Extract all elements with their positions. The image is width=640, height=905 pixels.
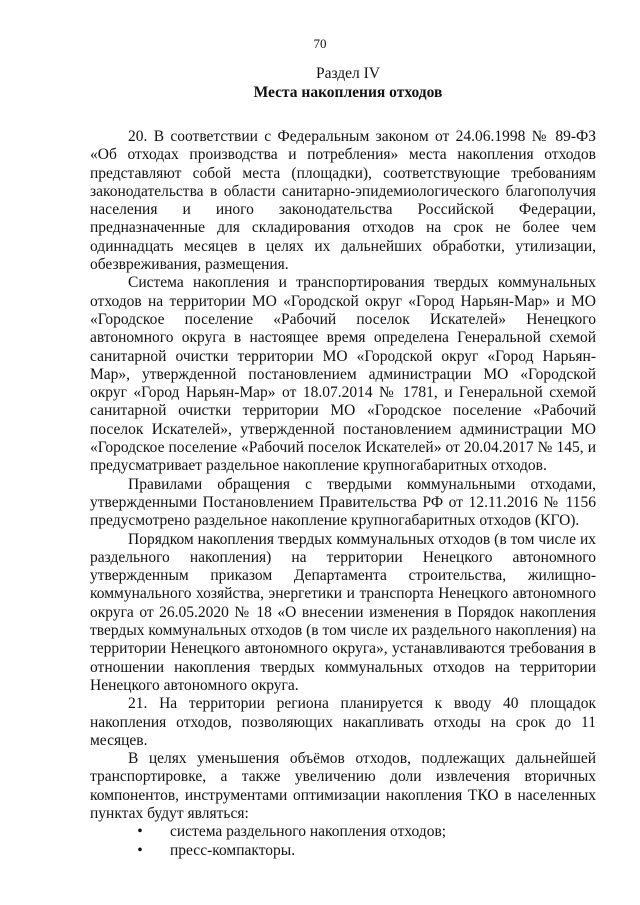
section-title: Места накопления отходов (253, 84, 443, 101)
paragraph-accumulation-procedure: Порядком накопления твердых коммунальных отходов (в том числе их раздельного накопления) на территории Ненецкого автономного утвержденным приказом Департамента строительства, жилищно-коммунального хозяйства, энергетики и транспорта Ненецкого автономного округа от 26.05.2020 № 18 «О внесении изменения в Порядок накопления твердых коммунальных отходов (в том числе их раздельного накопления) на территории Ненецкого автономного округа», устанавливаются требования в отношении накопления твердых коммунальных отходов на территории Ненецкого автономного округа. (90, 530, 596, 694)
document-body (90, 128, 596, 860)
list-item (90, 823, 596, 841)
paragraph-accumulation-system: Система накопления и транспортирования твердых коммунальных отходов на территории МО «Городской округ «Город Нарьян-Мар» и МО «Городское поселение «Рабочий поселок Искателей» Ненецкого автономного округа в настоящее время определена Генеральной схемой санитарной очистки территории МО «Городской округ «Город Нарьян-Мар», утвержденной постановлением администрации МО «Городской округ «Город Нарьян-Мар» от 18.07.2014 № 1781, и Генеральной схемой санитарной очистки территории МО «Городское поселение «Рабочий поселок Искателей», утвержденной постановлением администрации МО «Городское поселение «Рабочий поселок Искателей» от 20.04.2017 № 145, и предусматривает раздельное накопление крупногабаритных отходов. (90, 274, 596, 475)
paragraph-handling-rules: Правилами обращения с твердыми коммунальными отходами, утвержденными Постановлением Правительства РФ от 12.11.2016 № 1156 предусмотрено раздельное накопление крупногабаритных отходов (КГО). (90, 475, 596, 530)
bullet-icon: • (137, 823, 143, 841)
page-number: 70 (313, 36, 327, 51)
list-item-text: система раздельного накопления отходов; (170, 823, 447, 841)
paragraph-clause-21: 21. На территории региона планируется к вводу 40 площадок накопления отходов, позволяющих накапливать отходы на срок до 11 месяцев. (90, 695, 596, 749)
bullet-list (90, 823, 596, 860)
paragraph-clause-20: 20. В соответствии с Федеральным законом от 24.06.1998 № 89-ФЗ «Об отходах производства и потребления» места накопления отходов представляют собой места (площадки), соответствующие требованиям законодательства в области санитарно-эпидемиологического благополучия населения и иного законодательства Российской Федерации, предназначенные для складирования отходов на срок не более чем одиннадцать месяцев в целях их дальнейших обработки, утилизации, обезвреживания, размещения. (90, 128, 596, 274)
list-item (90, 842, 596, 860)
paragraph-optimization-tools: В целях уменьшения объёмов отходов, подлежащих дальнейшей транспортировке, а также увеличению доли извлечения вторичных компонентов, инструментами оптимизации накопления ТКО в населенных пунктах будут являться: (90, 750, 596, 822)
list-item-text: пресс-компакторы. (170, 841, 296, 859)
bullet-icon: • (137, 841, 143, 859)
section-label: Раздел IV (315, 65, 381, 82)
